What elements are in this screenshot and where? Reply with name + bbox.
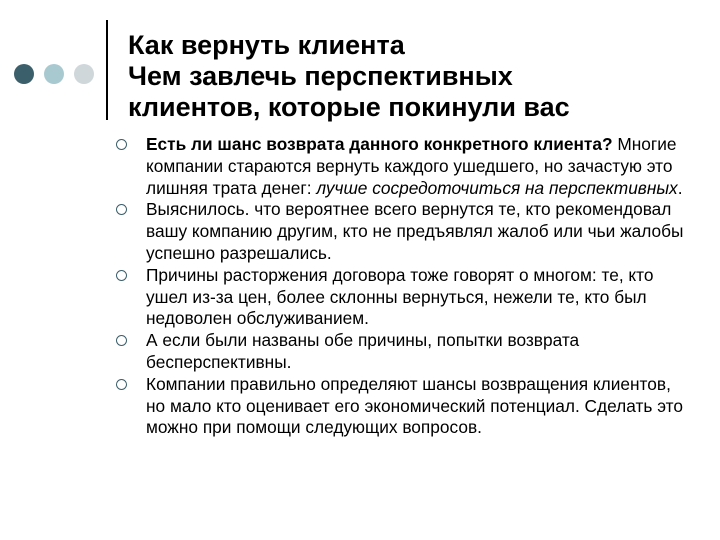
- title-line-2: Чем завлечь перспективных: [128, 61, 513, 91]
- dot-pale-icon: [74, 64, 94, 84]
- bullet-circle-icon: [116, 379, 127, 390]
- slide-title: [128, 30, 708, 123]
- item-text: А если были названы обе причины, попытки возврата бесперспективны.: [146, 330, 580, 372]
- list-item: [110, 134, 685, 199]
- title-line-1: Как вернуть клиента: [128, 30, 405, 60]
- bullet-circle-icon: [116, 204, 127, 215]
- title-divider: [106, 20, 108, 120]
- item-lead: Есть ли шанс возврата данного конкретного клиента?: [146, 134, 613, 154]
- bullet-circle-icon: [116, 139, 127, 150]
- item-text: Компании правильно определяют шансы возвращения клиентов, но мало кто оценивает его экономический потенциал. Сделать это можно при помощи следующих вопросов.: [146, 373, 683, 438]
- dot-light-icon: [44, 64, 64, 84]
- title-line-3: клиентов, которые покинули вас: [128, 92, 570, 122]
- bullet-circle-icon: [116, 335, 127, 346]
- list-item: [110, 265, 685, 330]
- item-text: Многие компании стараются вернуть каждого ушедшего, но зачастую это лишняя трата денег:: [146, 134, 677, 198]
- item-text: Причины расторжения договора тоже говорят о многом: те, кто ушел из-за цен, более склонны вернуться, нежели те, кто был недоволен обслуживанием.: [146, 264, 654, 329]
- slide-body: [110, 134, 685, 439]
- item-emphasis: лучше сосредоточиться на перспективных: [316, 177, 678, 198]
- list-item: [110, 330, 685, 374]
- bullet-circle-icon: [116, 270, 127, 281]
- item-tail: .: [677, 177, 683, 198]
- item-text: Выяснилось. что вероятнее всего вернутся те, кто рекомендовал вашу компанию другим, кто не предъявлял жалоб или чьи жалобы успешно разрешались.: [146, 199, 684, 263]
- list-item: [110, 199, 685, 264]
- list-item: [110, 374, 685, 439]
- dot-dark-icon: [14, 64, 34, 84]
- decorative-dots: [14, 64, 94, 84]
